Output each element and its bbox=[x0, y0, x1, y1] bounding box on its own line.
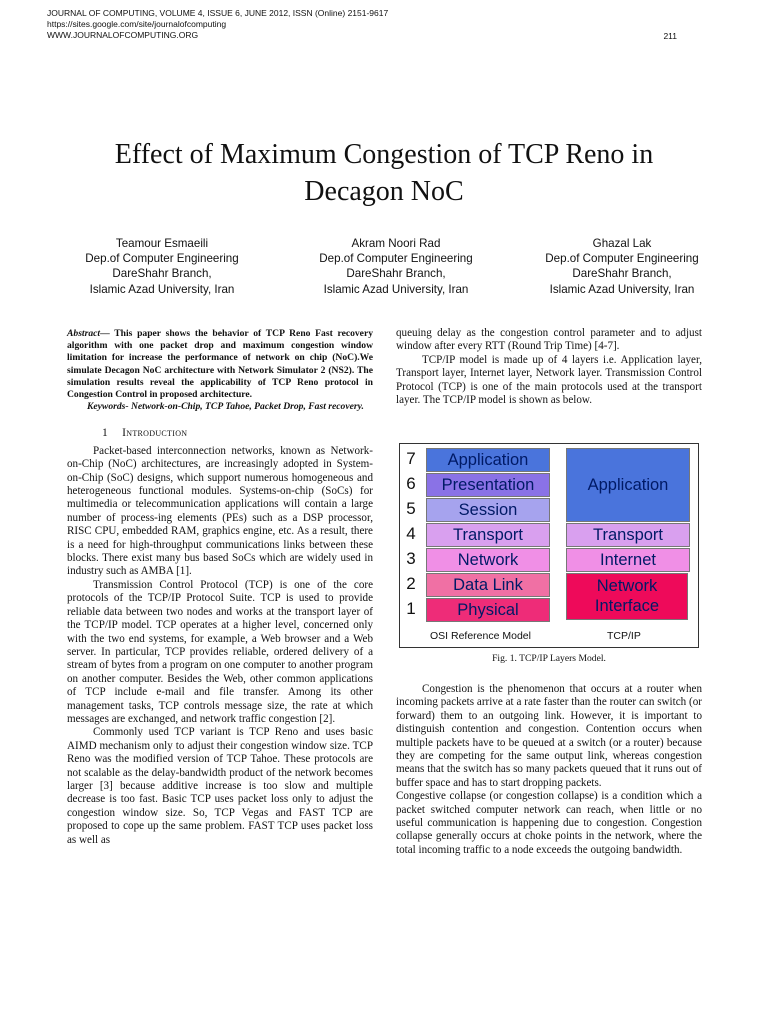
journal-line: JOURNAL OF COMPUTING, VOLUME 4, ISSUE 6, JUNE 2012, ISSN (Online) 2151-9617 bbox=[47, 8, 389, 18]
running-header bbox=[47, 8, 677, 41]
layer-number: 5 bbox=[406, 499, 416, 518]
osi-application-layer: Application bbox=[426, 448, 550, 472]
author-name: Ghazal Lak bbox=[592, 237, 652, 250]
title-line-2: Decagon NoC bbox=[304, 176, 464, 207]
author-univ: Islamic Azad University, Iran bbox=[323, 282, 469, 296]
author-branch: DareShahr Branch, bbox=[346, 267, 446, 281]
tcp-internet-layer: Internet bbox=[566, 548, 690, 572]
tcp-network-line-1: Network bbox=[596, 577, 658, 595]
tcp-application-layer: Application bbox=[566, 448, 690, 522]
left-column bbox=[67, 328, 373, 847]
osi-model-label: OSI Reference Model bbox=[430, 630, 531, 642]
author-branch: DareShahr Branch, bbox=[572, 267, 672, 281]
tcp-network-interface-layer bbox=[566, 573, 688, 620]
right-column-bottom bbox=[396, 683, 702, 857]
paragraph: Commonly used TCP variant is TCP Reno and uses basic AIMD mechanism only to adjust their congestion window size. TCP Reno was the modified version of TCP Tahoe. These protocols are not scalable as the delay-bandwidth product of the network becomes larger [3] because additive increase is too slow and multiple decrease is too fast. Basic TCP uses packet loss only to adjust the congestion window size. So, TCP Vegas and FAST TCP are proposed to cope up the same problem. FAST TCP uses packet loss as well as bbox=[67, 726, 373, 846]
author-block-2 bbox=[281, 236, 511, 297]
layer-number: 1 bbox=[406, 599, 416, 618]
author-univ: Islamic Azad University, Iran bbox=[549, 282, 695, 296]
journal-url[interactable]: https://sites.google.com/site/journalofcomputing bbox=[47, 19, 227, 29]
paragraph: Transmission Control Protocol (TCP) is one of the core protocols of the TCP/IP Protocol Suite. TCP is used to provide reliable data between two nodes and works at the transport layer of the TCP/IP model. TCP operates at a higher level, concerned only with the two end systems, for example, a Web browser and a Web server. In particular, TCP provides reliable, ordered delivery of a stream of bytes from a program on one computer to another program on another computer. Besides the Web, other common applications of TCP include e-mail and file transfer. Among its other management tasks, TCP controls message size, the rate at which messages are exchanged, and network traffic congestion [2]. bbox=[67, 578, 373, 725]
section-number: 1 bbox=[102, 426, 109, 440]
paragraph: Packet-based interconnection networks, known as Network-on-Chip (NoC) architectures, are increasingly adopted in System-on-Chip (SoC) designs, which support numerous homogeneous and heterogeneous functional modules. Systems-on-chip (SoCs) for multimedia or telecommunication applications will contain a large number of process-ing elements (PEs) such as a DSP processor, RISC CPU, embedded RAM, graphics engine, etc. As a result, there is a need for high-throughput communications links between these blocks. There exist many bus based SoCs which are widely used in industry such as AMBA [1]. bbox=[67, 444, 373, 578]
paragraph: Congestion is the phenomenon that occurs at a router when incoming packets arrive at a rate faster than the router can switch (or forward) them to an outgoing link. However, it is important to distinguish contention and congestion. Contention occurs when multiple packets have to be queued at a switch (or a router) because they are competing for the same output link, whereas congestion means that the switch has so many packets queued that it runs out of buffer space and has to start dropping packets. bbox=[396, 683, 702, 789]
author-name: Teamour Esmaeili bbox=[115, 237, 209, 250]
author-dept: Dep.of Computer Engineering bbox=[545, 252, 699, 266]
osi-presentation-layer: Presentation bbox=[426, 473, 550, 497]
layer-number: 6 bbox=[406, 474, 416, 493]
layer-number: 7 bbox=[406, 449, 416, 468]
layer-number: 3 bbox=[406, 549, 416, 568]
journal-site[interactable]: WWW.JOURNALOFCOMPUTING.ORG bbox=[47, 30, 199, 40]
section-title: Introduction bbox=[122, 426, 188, 440]
tcp-transport-layer: Transport bbox=[566, 523, 690, 547]
figure-caption: Fig. 1. TCP/IP Layers Model. bbox=[492, 653, 606, 664]
author-univ: Islamic Azad University, Iran bbox=[89, 282, 235, 296]
section-heading bbox=[102, 426, 373, 439]
osi-session-layer: Session bbox=[426, 498, 550, 522]
author-dept: Dep.of Computer Engineering bbox=[85, 252, 239, 266]
author-dept: Dep.of Computer Engineering bbox=[319, 252, 473, 266]
title-line-1: Effect of Maximum Congestion of TCP Reno in bbox=[114, 139, 654, 170]
author-branch: DareShahr Branch, bbox=[112, 267, 212, 281]
layer-number: 2 bbox=[406, 574, 416, 593]
osi-datalink-layer: Data Link bbox=[426, 573, 550, 597]
paragraph: TCP/IP model is made up of 4 layers i.e. Application layer, Transport layer, Internet layer, Network layer. Transmission Control Protocol (TCP) is one of the main protocols used at the transport layer. The TCP/IP model is shown as below. bbox=[396, 353, 702, 407]
layer-number: 4 bbox=[406, 524, 416, 543]
tcp-ip-layers-figure bbox=[399, 443, 699, 648]
abstract bbox=[67, 328, 373, 401]
keywords: Keywords- Network-on-Chip, TCP Tahoe, Packet Drop, Fast recovery. bbox=[87, 401, 364, 413]
right-column-top bbox=[396, 327, 702, 407]
tcp-network-line-2: Interface bbox=[594, 597, 660, 615]
author-name: Akram Noori Rad bbox=[351, 237, 441, 250]
abstract-label: Abstract bbox=[67, 328, 101, 339]
paragraph: queuing delay as the congestion control parameter and to adjust window after every RTT (Round Trip Time) [4-7]. bbox=[396, 327, 702, 353]
osi-network-layer: Network bbox=[426, 548, 550, 572]
paragraph: Congestive collapse (or congestion collapse) is a condition which a packet switched computer network can reach, when little or no useful communication is happening due to congestion. Congestion collapse generally occurs at choke points in the network, where the total incoming traffic to a node exceeds the outgoing bandwidth. bbox=[396, 790, 702, 856]
author-block-3 bbox=[507, 236, 737, 297]
paper-title bbox=[60, 136, 708, 210]
author-block-1 bbox=[47, 236, 277, 297]
osi-physical-layer: Physical bbox=[426, 598, 550, 622]
page-number: 211 bbox=[663, 31, 677, 41]
tcp-ip-model-label: TCP/IP bbox=[607, 630, 641, 642]
abstract-text: — This paper shows the behavior of TCP Reno Fast recovery algorithm with one packet drop and maximum congestion window limitation for increase the performance of network on chip (NoC).We simulate Decagon NoC architecture with Network Simulator 2 (NS2). The simulation results reveal the applicability of TCP Reno protocol in Congestion Control in proposed architecture. bbox=[67, 328, 373, 401]
osi-transport-layer: Transport bbox=[426, 523, 550, 547]
